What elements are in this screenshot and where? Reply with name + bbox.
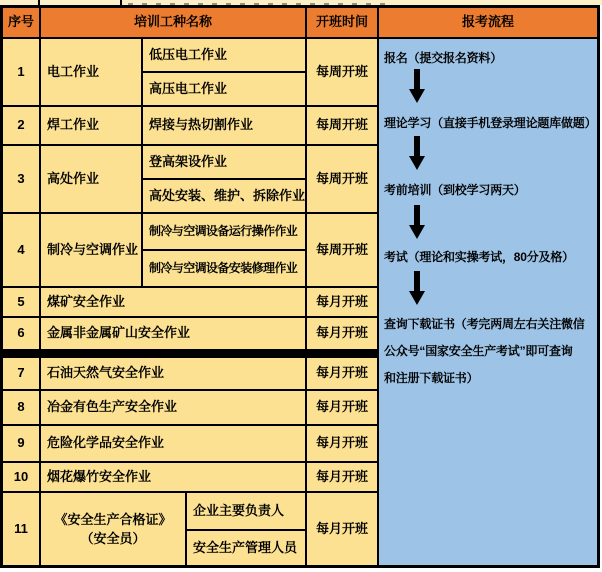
time-cell: 每月开班 <box>307 493 377 565</box>
category-cell: 电工作业 <box>41 39 141 105</box>
process-step-line: 和注册下载证书） <box>384 371 479 385</box>
category-line: 《安全生产合格证》 <box>54 512 172 527</box>
process-step: 考试（理论和实操考试，80分及格） <box>384 250 574 264</box>
down-arrow-icon <box>409 69 425 103</box>
time-cell: 每月开班 <box>307 426 377 461</box>
category-cell: 危险化学品安全作业 <box>41 426 305 461</box>
sub-item-cell: 制冷与空调设备运行操作作业 <box>143 214 305 249</box>
down-arrow-icon <box>409 205 425 239</box>
sub-item-cell: 焊接与热切割作业 <box>143 107 305 144</box>
category-cell: 冶金有色生产安全作业 <box>41 391 305 424</box>
time-cell: 每周开班 <box>307 107 377 144</box>
time-cell: 每月开班 <box>307 463 377 491</box>
header-col-num: 序号 <box>3 8 39 37</box>
down-arrow-icon <box>409 136 425 170</box>
process-step-final <box>384 311 594 392</box>
sub-item-cell: 安全生产管理人员 <box>187 531 305 565</box>
row-number: 8 <box>3 391 39 424</box>
time-cell: 每月开班 <box>307 288 377 316</box>
category-cell: 焊工作业 <box>41 107 141 144</box>
time-cell: 每月开班 <box>307 318 377 349</box>
process-step-line: 公众号“国家安全生产考试”即可查询 <box>384 344 573 358</box>
category-cell: 制冷与空调作业 <box>41 214 141 286</box>
row-number: 10 <box>3 463 39 491</box>
row-number: 6 <box>3 318 39 349</box>
row-number: 3 <box>3 146 39 212</box>
category-cell: 高处作业 <box>41 146 141 212</box>
row-number: 9 <box>3 426 39 461</box>
process-step: 理论学习（直接手机登录理论题库做题） <box>384 116 597 130</box>
sub-item-cell: 制冷与空调设备安装修理作业 <box>143 251 305 286</box>
category-cell: 烟花爆竹安全作业 <box>41 463 305 491</box>
sub-item-cell: 低压电工作业 <box>143 39 305 71</box>
sub-item-cell: 高压电工作业 <box>143 73 305 105</box>
time-cell: 每周开班 <box>307 214 377 286</box>
time-cell: 每周开班 <box>307 146 377 212</box>
sub-item-cell: 企业主要负责人 <box>187 493 305 529</box>
header-col-process: 报考流程 <box>379 8 597 37</box>
category-cell: 石油天然气安全作业 <box>41 358 305 389</box>
process-step-line: 查询下载证书（考完两周左右关注微信 <box>384 317 585 331</box>
row-number: 5 <box>3 288 39 316</box>
row-number: 2 <box>3 107 39 144</box>
sub-item-cell: 高处安装、维护、拆除作业 <box>143 180 305 212</box>
category-cell: 金属非金属矿山安全作业 <box>41 318 305 349</box>
process-step: 考前培训（到校学习两天） <box>384 183 526 197</box>
sub-item-cell: 登高架设作业 <box>143 146 305 178</box>
time-cell: 每月开班 <box>307 391 377 424</box>
category-line: （安全员） <box>80 531 146 546</box>
process-step: 报名（提交报名资料） <box>384 51 503 65</box>
header-col-time: 开班时间 <box>307 8 377 37</box>
process-column <box>379 39 597 565</box>
training-schedule-table <box>0 5 600 568</box>
time-cell: 每周开班 <box>307 39 377 105</box>
category-cell: 煤矿安全作业 <box>41 288 305 316</box>
down-arrow-icon <box>409 271 425 305</box>
row-number: 4 <box>3 214 39 286</box>
category-cell <box>41 493 185 565</box>
row-number: 11 <box>3 493 39 565</box>
header-col-name: 培训工种名称 <box>41 8 305 37</box>
time-cell: 每月开班 <box>307 358 377 389</box>
row-number: 7 <box>3 358 39 389</box>
row-number: 1 <box>3 39 39 105</box>
